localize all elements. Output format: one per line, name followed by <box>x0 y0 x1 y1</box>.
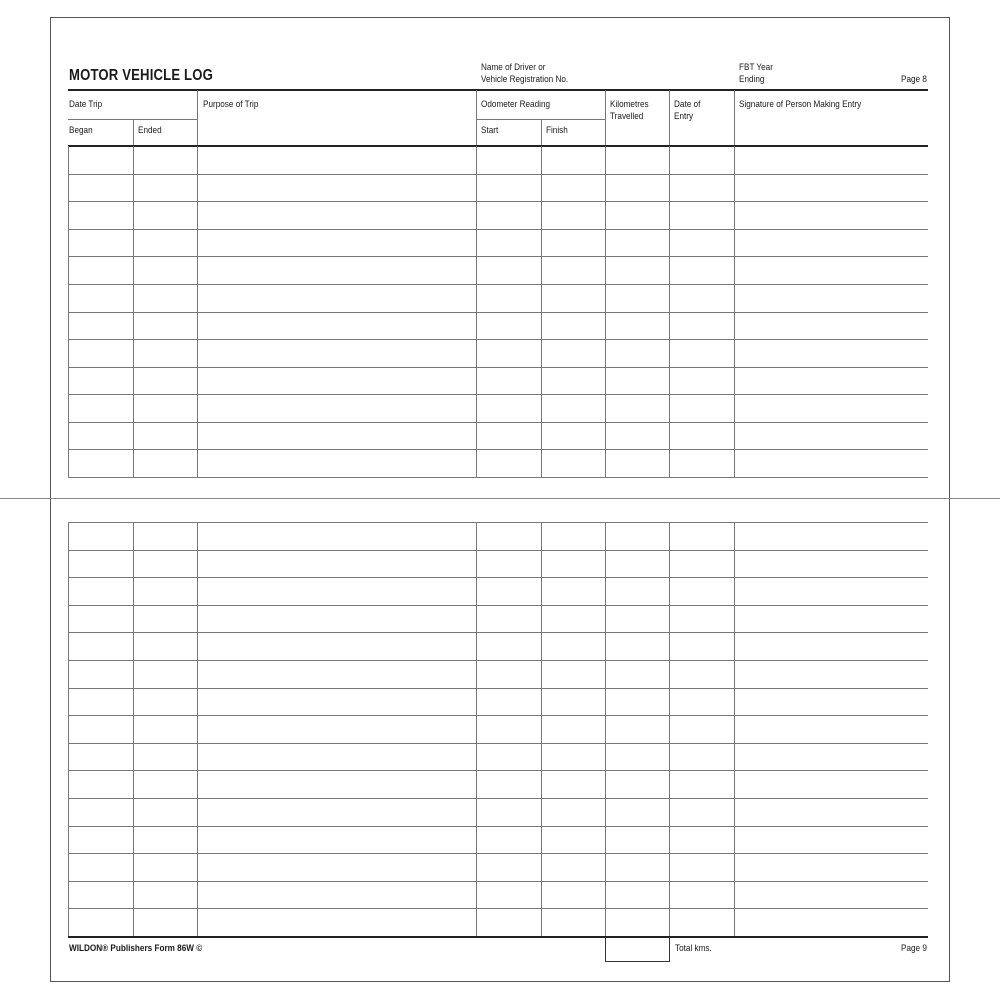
top-column-divider <box>541 146 542 477</box>
header-divider-began <box>133 119 134 145</box>
top-column-divider <box>68 146 69 477</box>
form-title: MOTOR VEHICLE LOG <box>69 67 213 84</box>
top-column-divider <box>669 146 670 477</box>
col-date-trip: Date Trip <box>69 99 103 110</box>
fbt-label-line1: FBT Year <box>739 62 773 73</box>
bottom-column-divider <box>133 522 134 936</box>
log-page <box>50 17 950 982</box>
col-km-line2: Travelled <box>610 111 644 122</box>
header-divider-signature <box>734 90 735 145</box>
top-column-divider <box>605 146 606 477</box>
bottom-column-divider <box>476 522 477 936</box>
footer-rule <box>68 936 928 938</box>
header-divider-purpose <box>197 90 198 145</box>
col-odometer: Odometer Reading <box>481 99 551 110</box>
col-signature: Signature of Person Making Entry <box>739 99 862 110</box>
driver-label-line1: Name of Driver or <box>481 62 546 73</box>
col-start: Start <box>481 125 499 136</box>
top-column-divider <box>476 146 477 477</box>
bottom-section-top-rule <box>68 522 928 523</box>
header-divider-odometer <box>476 90 477 145</box>
bottom-column-divider <box>197 522 198 936</box>
publisher-credit: WILDON® Publishers Form 86W © <box>69 943 203 954</box>
col-purpose: Purpose of Trip <box>203 99 259 110</box>
top-row-line <box>68 477 928 478</box>
total-kms-box[interactable] <box>605 937 670 962</box>
bottom-column-divider <box>605 522 606 936</box>
col-ended: Ended <box>138 125 162 136</box>
col-km-line1: Kilometres <box>610 99 649 110</box>
bottom-column-divider <box>669 522 670 936</box>
top-column-divider <box>133 146 134 477</box>
driver-label-line2: Vehicle Registration No. <box>481 74 569 85</box>
header-divider-date-entry <box>669 90 670 145</box>
page-number-bottom: Page 9 <box>901 943 927 954</box>
col-date-entry-line1: Date of <box>674 99 701 110</box>
bottom-column-divider <box>734 522 735 936</box>
total-kms-label: Total kms. <box>675 943 712 954</box>
col-began: Began <box>69 125 93 136</box>
fbt-label-line2: Ending <box>739 74 765 85</box>
top-column-divider <box>197 146 198 477</box>
top-column-divider <box>734 146 735 477</box>
col-date-entry-line2: Entry <box>674 111 694 122</box>
page-number-top: Page 8 <box>901 74 927 85</box>
page-fold-divider <box>0 498 1000 499</box>
header-divider-km <box>605 90 606 145</box>
col-finish: Finish <box>546 125 568 136</box>
header-divider-finish <box>541 119 542 145</box>
bottom-column-divider <box>541 522 542 936</box>
bottom-column-divider <box>68 522 69 936</box>
